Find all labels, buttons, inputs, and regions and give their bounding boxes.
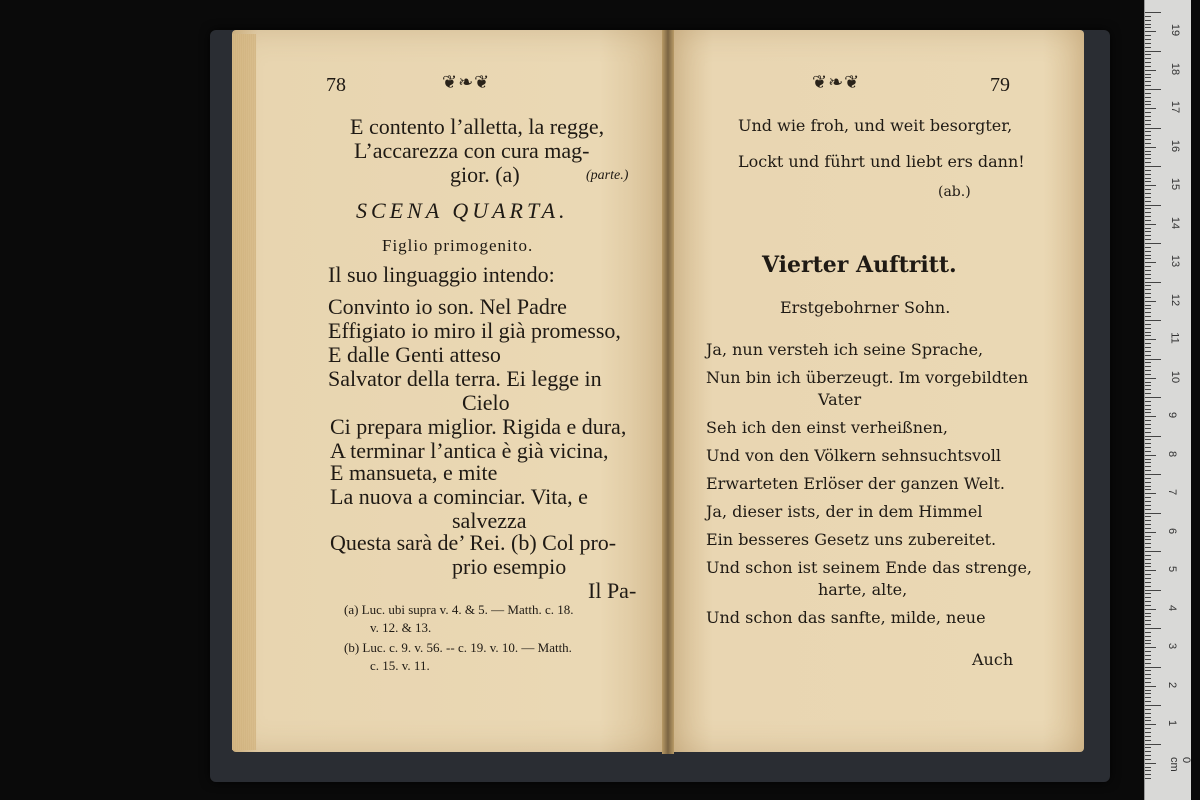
ruler-tick [1145, 224, 1156, 225]
ruler-tick [1145, 474, 1161, 475]
ruler-tick [1145, 270, 1151, 271]
ruler-tick [1145, 593, 1151, 594]
ruler-tick [1145, 54, 1151, 55]
left-footnote-4: c. 15. v. 11. [370, 658, 430, 673]
right-text-8: Ein besseres Gesetz uns zubereitet. [706, 530, 997, 549]
ruler-tick [1145, 432, 1151, 433]
ruler-tick [1145, 282, 1161, 283]
ruler-tick [1145, 382, 1151, 383]
ruler-tick [1145, 732, 1151, 733]
ruler-tick [1145, 628, 1161, 629]
ruler-tick [1145, 501, 1151, 502]
right-character: Erstgebohrner Sohn. [780, 298, 951, 317]
ruler-tick [1145, 651, 1151, 652]
left-text-9: E mansueta, e mite [330, 460, 498, 485]
left-catchword: Il Pa- [588, 578, 637, 603]
ruler-tick [1145, 355, 1151, 356]
ruler-tick [1145, 616, 1151, 617]
left-text-11: salvezza [452, 508, 527, 533]
ruler-tick [1145, 717, 1151, 718]
right-line-1: Und wie froh, und weit besorgter, [738, 116, 1013, 135]
ruler-tick [1145, 478, 1151, 479]
right-text-3: Vater [818, 390, 862, 409]
ruler-tick [1145, 228, 1151, 229]
left-text-2: Convinto io son. Nel Padre [328, 294, 567, 319]
ruler-tick [1145, 74, 1151, 75]
ruler-tick [1145, 362, 1151, 363]
left-line-3: gior. (a) [450, 162, 520, 187]
ruler-tick [1145, 601, 1151, 602]
ruler-tick [1145, 324, 1151, 325]
ruler-tick [1145, 70, 1156, 71]
ruler-tick [1145, 43, 1151, 44]
ruler-tick [1145, 393, 1151, 394]
ruler-tick [1145, 297, 1151, 298]
ruler-tick [1145, 713, 1151, 714]
right-text-1: Ja, nun versteh ich seine Sprache, [706, 340, 984, 359]
ruler-number: 6 [1166, 527, 1179, 534]
ruler-tick [1145, 81, 1151, 82]
left-text-12: Questa sarà de’ Rei. (b) Col pro- [330, 530, 617, 555]
ruler-tick [1145, 459, 1151, 460]
ruler-tick [1145, 16, 1151, 17]
ruler-tick [1145, 166, 1161, 167]
ruler-tick [1145, 443, 1151, 444]
ruler-number: 2 [1166, 681, 1179, 688]
ruler-tick [1145, 605, 1151, 606]
ruler-tick [1145, 212, 1151, 213]
ruler-tick [1145, 613, 1151, 614]
ruler-tick [1145, 636, 1151, 637]
left-text-4: E dalle Genti atteso [328, 342, 501, 367]
ruler-tick [1145, 674, 1151, 675]
page-edges [232, 34, 256, 750]
ruler-tick [1145, 609, 1156, 610]
ruler-tick [1145, 216, 1151, 217]
ruler-tick [1145, 174, 1151, 175]
ruler-tick [1145, 470, 1151, 471]
book-gutter [662, 30, 674, 754]
ruler-tick [1145, 285, 1151, 286]
ruler-tick [1145, 578, 1151, 579]
ruler-tick [1145, 308, 1151, 309]
ruler-tick [1145, 566, 1151, 567]
left-line-1: E contento l’alletta, la regge, [350, 114, 605, 139]
ruler-tick [1145, 767, 1151, 768]
ruler-tick [1145, 439, 1151, 440]
ruler-tick [1145, 693, 1151, 694]
ruler-tick [1145, 582, 1151, 583]
ruler-tick [1145, 124, 1151, 125]
ruler-tick [1145, 532, 1156, 533]
ruler-tick [1145, 131, 1151, 132]
ruler-tick [1145, 378, 1156, 379]
ruler-number: 11 [1168, 332, 1181, 344]
ruler-tick [1145, 632, 1151, 633]
left-text-8: A terminar l’antica è già vicina, [330, 438, 609, 463]
ruler-number: 4 [1166, 604, 1179, 611]
right-text-11: Und schon das sanfte, milde, neue [706, 608, 986, 627]
ruler-number: 12 [1169, 293, 1182, 306]
left-text-13: prio esempio [452, 554, 567, 579]
ruler-tick [1145, 451, 1151, 452]
ruler-tick [1145, 116, 1151, 117]
ruler-tick [1145, 412, 1151, 413]
ruler-tick [1145, 778, 1151, 779]
ruler-tick [1145, 205, 1161, 206]
left-scene-title: SCENA QUARTA. [356, 198, 569, 223]
ruler-tick [1145, 197, 1151, 198]
right-catchword: Auch [972, 650, 1014, 669]
ruler-tick [1145, 570, 1156, 571]
ruler-tick [1145, 258, 1151, 259]
ruler-tick [1145, 724, 1156, 725]
ruler-tick [1145, 347, 1151, 348]
ruler-tick [1145, 586, 1151, 587]
ruler-tick [1145, 524, 1151, 525]
ruler-tick [1145, 101, 1151, 102]
ruler-tick [1145, 335, 1151, 336]
right-scene-title: Vierter Auftritt. [762, 252, 957, 278]
ruler-tick [1145, 339, 1156, 340]
ruler-tick [1145, 528, 1151, 529]
ruler-tick [1145, 416, 1156, 417]
left-text-10: La nuova a cominciar. Vita, e [330, 484, 588, 509]
left-text-5: Salvator della terra. Ei legge in [328, 366, 602, 391]
ruler-tick [1145, 551, 1161, 552]
ruler-tick [1145, 77, 1151, 78]
ruler-tick [1145, 397, 1161, 398]
ruler-tick [1145, 597, 1151, 598]
ruler-tick [1145, 420, 1151, 421]
right-text-10: harte, alte, [818, 580, 908, 599]
ruler-tick [1145, 328, 1151, 329]
ruler-tick [1145, 243, 1161, 244]
ruler-tick [1145, 493, 1156, 494]
ruler-tick [1145, 139, 1151, 140]
ruler-tick [1145, 301, 1156, 302]
ruler-tick [1145, 401, 1151, 402]
right-text-4: Seh ich den einst verheißnen, [706, 418, 948, 437]
ruler-tick [1145, 24, 1151, 25]
ruler-tick [1145, 486, 1151, 487]
ruler-tick [1145, 255, 1151, 256]
ruler-tick [1145, 751, 1151, 752]
ruler-tick [1145, 178, 1151, 179]
ruler-tick [1145, 320, 1161, 321]
ruler-tick [1145, 35, 1151, 36]
left-text-6: Cielo [462, 390, 510, 415]
ruler-tick [1145, 505, 1151, 506]
ruler-tick [1145, 705, 1161, 706]
ruler-tick [1145, 97, 1151, 98]
ruler-tick [1145, 143, 1151, 144]
ruler-tick [1145, 697, 1151, 698]
ruler-tick [1145, 513, 1161, 514]
ruler-tick [1145, 740, 1151, 741]
ruler-tick [1145, 231, 1151, 232]
left-line-2: L’accarezza con cura mag- [354, 138, 590, 163]
ruler-tick [1145, 547, 1151, 548]
ruler-tick [1145, 189, 1151, 190]
ruler-tick [1145, 455, 1156, 456]
ruler-tick [1145, 135, 1151, 136]
ruler-tick [1145, 31, 1156, 32]
ruler-number: 19 [1169, 23, 1182, 37]
ruler-tick [1145, 47, 1151, 48]
ruler-tick [1145, 466, 1151, 467]
ruler-tick [1145, 405, 1151, 406]
ruler-number: 1 [1166, 719, 1179, 727]
ruler-tick [1145, 20, 1151, 21]
ruler-tick [1145, 374, 1151, 375]
ruler-tick [1145, 162, 1151, 163]
ruler-tick [1145, 62, 1151, 63]
right-page [672, 30, 1084, 752]
ruler-tick [1145, 755, 1151, 756]
ruler-tick [1145, 332, 1151, 333]
ruler-number: 0 cm [1168, 756, 1192, 772]
ruler-tick [1145, 409, 1151, 410]
ruler-tick [1145, 154, 1151, 155]
ruler-tick [1145, 436, 1161, 437]
left-ornament-icon: ❦❧❦ [442, 72, 491, 92]
ruler-tick [1145, 647, 1156, 648]
ruler-number: 9 [1166, 411, 1179, 419]
ruler-tick [1145, 58, 1151, 59]
right-page-number: 79 [990, 74, 1010, 96]
ruler-tick [1145, 701, 1151, 702]
ruler-tick [1145, 747, 1151, 748]
ruler-tick [1145, 108, 1156, 109]
right-line-2: Lockt und führt und liebt ers dann! [738, 152, 1025, 171]
ruler-tick [1145, 624, 1151, 625]
ruler-tick [1145, 682, 1151, 683]
ruler-tick [1145, 555, 1151, 556]
ruler-tick [1145, 12, 1161, 13]
ruler-tick [1145, 482, 1151, 483]
ruler-tick [1145, 343, 1151, 344]
ruler-tick [1145, 51, 1161, 52]
right-ornament-icon: ❦❧❦ [812, 72, 861, 92]
ruler-number: 7 [1166, 488, 1179, 496]
ruler-tick [1145, 170, 1151, 171]
ruler-tick [1145, 774, 1151, 775]
right-text-5: Und von den Völkern sehnsuchtsvoll [706, 446, 1001, 465]
measurement-ruler [1144, 0, 1191, 800]
ruler-number: 3 [1166, 642, 1179, 650]
ruler-tick [1145, 104, 1151, 105]
ruler-tick [1145, 497, 1151, 498]
ruler-tick [1145, 690, 1151, 691]
ruler-tick [1145, 247, 1151, 248]
ruler-tick [1145, 659, 1151, 660]
ruler-tick [1145, 89, 1161, 90]
right-text-9: Und schon ist seinem Ende das strenge, [706, 558, 1033, 577]
ruler-tick [1145, 709, 1151, 710]
ruler-number: 5 [1166, 565, 1179, 573]
left-text-7: Ci prepara miglior. Rigida e dura, [330, 414, 627, 439]
ruler-tick [1145, 574, 1151, 575]
ruler-tick [1145, 543, 1151, 544]
ruler-tick [1145, 670, 1151, 671]
left-page-number: 78 [326, 74, 346, 96]
ruler-tick [1145, 539, 1151, 540]
ruler-tick [1145, 147, 1156, 148]
ruler-tick [1145, 389, 1151, 390]
ruler-tick [1145, 39, 1151, 40]
left-character: Figlio primogenito. [382, 236, 534, 255]
ruler-tick [1145, 289, 1151, 290]
ruler-tick [1145, 489, 1151, 490]
ruler-tick [1145, 66, 1151, 67]
ruler-number: 8 [1166, 450, 1179, 457]
right-text-6: Erwarteten Erlöser der ganzen Welt. [706, 474, 1005, 493]
ruler-tick [1145, 667, 1161, 668]
ruler-tick [1145, 274, 1151, 275]
ruler-number: 14 [1169, 216, 1182, 229]
left-text-1: Il suo linguaggio intendo: [328, 262, 555, 287]
right-stage-direction: (ab.) [938, 184, 971, 200]
ruler-tick [1145, 720, 1151, 721]
ruler-tick [1145, 201, 1151, 202]
ruler-tick [1145, 655, 1151, 656]
ruler-tick [1145, 663, 1151, 664]
ruler-tick [1145, 312, 1151, 313]
ruler-tick [1145, 509, 1151, 510]
ruler-tick [1145, 351, 1151, 352]
left-text-3: Effigiato io miro il già promesso, [328, 318, 621, 343]
ruler-tick [1145, 85, 1151, 86]
ruler-tick [1145, 158, 1151, 159]
ruler-tick [1145, 728, 1151, 729]
left-stage-direction: (parte.) [586, 168, 629, 183]
ruler-tick [1145, 736, 1151, 737]
ruler-tick [1145, 112, 1151, 113]
ruler-tick [1145, 678, 1151, 679]
left-footnote-2: v. 12. & 13. [370, 620, 432, 635]
left-footnote-3: (b) Luc. c. 9. v. 56. -- c. 19. v. 10. — Matth. [344, 640, 572, 655]
ruler-tick [1145, 193, 1151, 194]
ruler-number: 17 [1169, 100, 1182, 114]
ruler-tick [1145, 278, 1151, 279]
ruler-tick [1145, 370, 1151, 371]
ruler-tick [1145, 686, 1156, 687]
ruler-tick [1145, 27, 1151, 28]
left-footnote-1: (a) Luc. ubi supra v. 4. & 5. — Matth. c. 18. [344, 602, 574, 617]
ruler-tick [1145, 744, 1161, 745]
ruler-tick [1145, 520, 1151, 521]
ruler-tick [1145, 620, 1151, 621]
ruler-tick [1145, 590, 1161, 591]
ruler-number: 16 [1169, 139, 1182, 152]
ruler-tick [1145, 151, 1151, 152]
ruler-tick [1145, 643, 1151, 644]
ruler-tick [1145, 759, 1151, 760]
ruler-tick [1145, 266, 1151, 267]
ruler-tick [1145, 559, 1151, 560]
ruler-tick [1145, 563, 1151, 564]
ruler-tick [1145, 316, 1151, 317]
right-text-2: Nun bin ich überzeugt. Im vorgebildten [706, 368, 1029, 387]
right-text-7: Ja, dieser ists, der in dem Himmel [706, 502, 983, 521]
ruler-tick [1145, 424, 1151, 425]
ruler-tick [1145, 428, 1151, 429]
ruler-tick [1145, 770, 1151, 771]
ruler-tick [1145, 181, 1151, 182]
ruler-tick [1145, 93, 1151, 94]
ruler-tick [1145, 359, 1161, 360]
ruler-tick [1145, 385, 1151, 386]
ruler-tick [1145, 366, 1151, 367]
ruler-tick [1145, 462, 1151, 463]
ruler-number: 18 [1169, 62, 1182, 75]
ruler-number: 13 [1169, 254, 1182, 268]
ruler-tick [1145, 262, 1156, 263]
ruler-tick [1145, 516, 1151, 517]
ruler-tick [1145, 120, 1151, 121]
ruler-tick [1145, 235, 1151, 236]
ruler-tick [1145, 185, 1156, 186]
ruler-tick [1145, 128, 1161, 129]
ruler-tick [1145, 239, 1151, 240]
ruler-tick [1145, 763, 1156, 764]
ruler-tick [1145, 293, 1151, 294]
ruler-tick [1145, 447, 1151, 448]
ruler-tick [1145, 305, 1151, 306]
ruler-tick [1145, 251, 1151, 252]
ruler-tick [1145, 536, 1151, 537]
ruler-number: 15 [1169, 177, 1182, 191]
ruler-number: 10 [1169, 370, 1182, 383]
ruler-tick [1145, 208, 1151, 209]
ruler-tick [1145, 640, 1151, 641]
ruler-tick [1145, 220, 1151, 221]
